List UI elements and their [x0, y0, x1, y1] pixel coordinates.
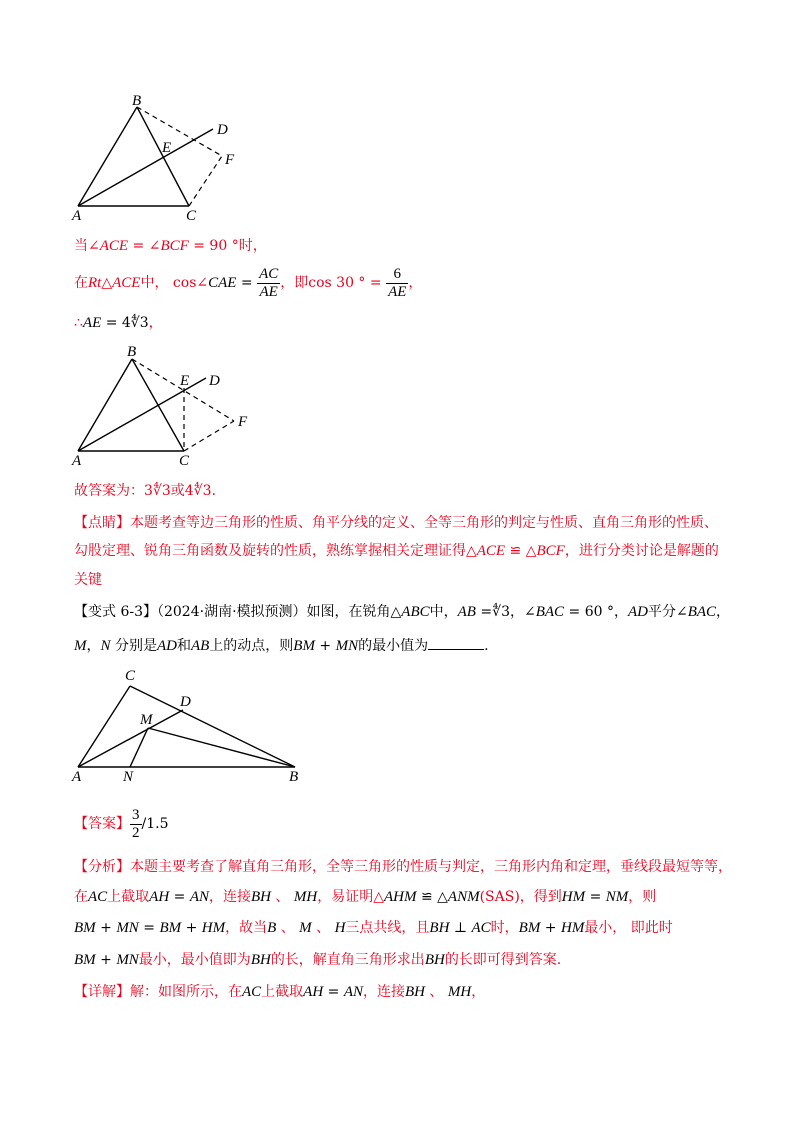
segment-cf [189, 156, 222, 206]
label-a: A [72, 769, 82, 785]
label-d: D [217, 122, 228, 138]
analysis-line-2: 在AC上截取AH = AN，连接BH 、 MH，易证明△AHM ≌ △ANM(SAS)，得到HM = NM，则 [74, 889, 657, 905]
label-d: D [209, 373, 220, 389]
label-b: B [289, 769, 299, 785]
label-c: C [179, 453, 190, 469]
fraction-ac-ae: $\frac{AC}{AE}$ [259, 265, 279, 300]
figure-1 [70, 92, 250, 227]
segment-mb [148, 728, 295, 767]
label-e: E [180, 373, 190, 389]
remark-line-2: 勾股定理、锐角三角函数及旋转的性质，熟练掌握相关定理证得△ACE ≌ △BCF，进行分类讨论是解题的 [74, 543, 719, 559]
segment-ab [78, 107, 137, 206]
segment-cb [130, 686, 295, 767]
ae-result-line: ∴AE = 4∜3， [74, 315, 163, 331]
figure-3 [70, 662, 310, 787]
answer-line: 故答案为：3∜3或4∜3. [74, 483, 216, 499]
fraction-3-2: $\frac{3}{2}$ [132, 806, 140, 841]
segment-ad [78, 129, 213, 206]
label-m: M [140, 712, 153, 728]
variant-line-1: 【变式 6-3】（2024·湖南·模拟预测）如图，在锐角△ABC中，AB =∜3，∠BAC = 60 °，AD平分∠BAC， [74, 604, 731, 620]
label-c: C [186, 208, 197, 224]
fraction-6-ae: $\frac{6}{AE}$ [388, 265, 407, 300]
cosine-line: 在Rt△ACE中， cos∠CAE = $\frac{AC}{AE}$ ，即cos 30 ° = $\frac{6}{AE}$ ， [74, 265, 423, 300]
analysis-line-4: BM + MN最小，最小值即为BH的长，解直角三角形求出BH的长即可得到答案. [74, 952, 562, 968]
variant-line-2: M，N 分别是AD和AB上的动点，则BM + MN的最小值为 . [74, 635, 489, 656]
detail-line-1: 【详解】解：如图所示，在AC上截取AH = AN，连接BH 、 MH， [74, 984, 486, 1000]
segment-ab [78, 359, 132, 451]
answer-block: 【答案】 $\frac{3}{2}$ /1.5 [74, 806, 169, 841]
segment-ad [78, 710, 183, 767]
label-b: B [127, 344, 137, 360]
remark-line-3: 关键 [74, 572, 102, 588]
label-a: A [72, 208, 82, 224]
condition-line: 当∠ACE = ∠BCF = 90 °时， [74, 238, 267, 254]
label-d: D [180, 694, 191, 710]
segment-cf [184, 421, 234, 451]
segment-ac [78, 686, 130, 767]
label-n: N [123, 769, 134, 785]
figure-2 [70, 340, 260, 470]
label-b: B [132, 93, 142, 109]
label-f: F [225, 152, 235, 168]
label-a: A [72, 453, 82, 469]
remark-line-1: 【点睛】本题考查等边三角形的性质、角平分线的定义、全等三角形的判定与性质、直角三角形的性质、 [74, 515, 718, 531]
analysis-line-3: BM + MN = BM + HM，故当B 、 M 、 H三点共线，且BH ⊥ AC时，BM + HM最小， 即此时 [74, 920, 673, 936]
label-c: C [125, 668, 136, 684]
label-e: E [162, 140, 172, 156]
analysis-line-1: 【分析】本题主要考查了解直角三角形，全等三角形的性质与判定，三角形内角和定理，垂线段最短等等， [74, 859, 732, 875]
label-f: F [238, 414, 248, 430]
answer-blank [428, 635, 484, 650]
